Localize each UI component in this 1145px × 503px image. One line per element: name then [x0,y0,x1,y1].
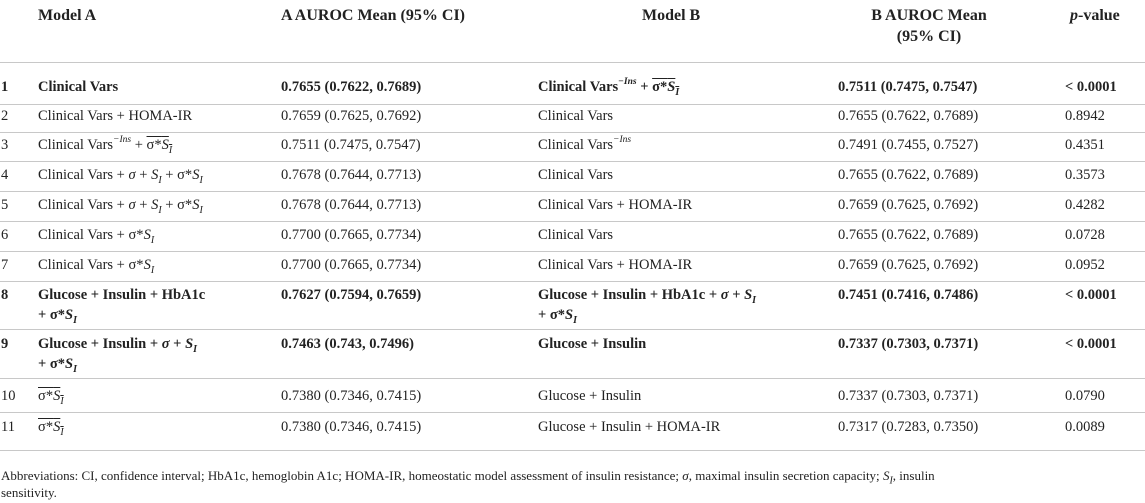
p-value-cell: 0.0728 [1065,227,1105,243]
a-auroc-cell: 0.7627 (0.7594, 0.7659) [281,287,422,303]
model-a-cell: Clinical Vars + $\sigma*S_I$ [38,257,155,276]
model-b-cell: Clinical Vars + HOMA-IR [538,257,693,273]
model-a-cell: $\sigma*S_I$ [38,388,64,407]
row-number: 11 [1,419,15,435]
row-rule [0,378,1145,379]
model-b-cell: Clinical Vars + HOMA-IR [538,197,693,213]
model-a-cell: Clinical Vars + HOMA-IR [38,108,193,124]
row-rule [0,412,1145,413]
b-auroc-cell: 0.7655 (0.7622, 0.7689) [838,167,979,183]
a-auroc-cell: 0.7511 (0.7475, 0.7547) [281,137,421,153]
model-a-cell: Clinical Vars + $\sigma*S_I$ [38,227,155,246]
header-model-b: Model B [642,7,701,24]
model-b-cell: Clinical Vars [538,227,614,243]
b-auroc-cell: 0.7511 (0.7475, 0.7547) [838,79,978,95]
model-b-cell: Glucose + Insulin [538,336,647,352]
header-a-auroc: A AUROC Mean (95% CI) [281,7,465,24]
header-b-auroc-line1: B AUROC Mean [871,7,987,24]
row-number: 6 [1,227,9,243]
model-b-cell: Glucose + Insulin [538,388,642,404]
b-auroc-cell: 0.7451 (0.7416, 0.7486) [838,287,979,303]
row-number: 5 [1,197,9,213]
model-a-cell: Clinical Vars$^{-Ins}$ + $\sigma*S_I$ [38,135,173,156]
row-rule [0,104,1145,105]
footnote: Abbreviations: CI, confidence interval; HbA1c, hemoglobin A1c; HOMA-IR, homeostatic model assessment of insulin resistance; σ, maximal insulin secretion capacity; $S_I$, insulin sensitivity. [1,468,935,500]
a-auroc-cell: 0.7700 (0.7665, 0.7734) [281,257,422,273]
header-model-a: Model A [38,7,97,24]
table-bottom-rule [0,450,1145,451]
p-value-cell: 0.4351 [1065,137,1105,153]
row-rule [0,132,1145,133]
a-auroc-cell: 0.7659 (0.7625, 0.7692) [281,108,422,124]
b-auroc-cell: 0.7659 (0.7625, 0.7692) [838,197,979,213]
model-b-cell: Glucose + Insulin + $HbA1c + \sigma + S_I$ [538,287,757,306]
model-a-cell-cont: + $\sigma*S_I$ [38,307,78,326]
model-a-cell: Glucose + Insulin + $\sigma + S_I$ [38,336,198,355]
p-value-cell: < 0.0001 [1065,287,1117,303]
model-a-cell: Glucose + Insulin + HbA1c [38,287,206,303]
p-value-cell: 0.8942 [1065,108,1105,124]
row-number: 2 [1,108,9,124]
row-number: 7 [1,257,9,273]
row-number: 4 [1,167,9,183]
row-number: 8 [1,287,9,303]
row-rule [0,329,1145,330]
model-b-cell: Clinical Vars [538,108,614,124]
row-number: 9 [1,336,9,352]
row-rule [0,251,1145,252]
b-auroc-cell: 0.7655 (0.7622, 0.7689) [838,108,979,124]
p-value-cell: < 0.0001 [1065,79,1117,95]
b-auroc-cell: 0.7317 (0.7283, 0.7350) [838,419,979,435]
a-auroc-cell: 0.7678 (0.7644, 0.7713) [281,167,422,183]
p-value-cell: 0.0790 [1065,388,1105,404]
header-rule [0,62,1145,63]
p-value-cell: 0.0089 [1065,419,1105,435]
b-auroc-cell: 0.7659 (0.7625, 0.7692) [838,257,979,273]
model-a-cell-cont: + $\sigma*S_I$ [38,356,78,375]
row-rule [0,161,1145,162]
header-p-value [1070,5,1120,26]
row-number: 1 [1,79,9,95]
model-b-cell: Glucose + Insulin + HOMA-IR [538,419,721,435]
model-b-cell-cont: + $\sigma*S_I$ [538,307,578,326]
p-letter: p [1070,7,1078,24]
model-a-cell: Clinical Vars + $\sigma + S_I + \sigma*S_I$ [38,197,203,216]
model-a-cell: Clinical Vars + $\sigma + S_I + \sigma*S_I$ [38,167,203,186]
b-auroc-cell: 0.7491 (0.7455, 0.7527) [838,137,979,153]
header-b-auroc [855,5,1003,47]
a-auroc-cell: 0.7700 (0.7665, 0.7734) [281,227,422,243]
model-a-cell: $\sigma*S_I$ [38,419,64,438]
p-value-cell: 0.3573 [1065,167,1105,183]
row-rule [0,221,1145,222]
row-rule [0,191,1145,192]
a-auroc-cell: 0.7380 (0.7346, 0.7415) [281,388,422,404]
a-auroc-cell: 0.7463 (0.743, 0.7496) [281,336,414,352]
p-value-cell: < 0.0001 [1065,336,1117,352]
a-auroc-cell: 0.7655 (0.7622, 0.7689) [281,79,422,95]
model-a-cell: Clinical Vars [38,79,119,95]
row-number: 3 [1,137,9,153]
p-value-cell: 0.4282 [1065,197,1105,213]
p-value-cell: 0.0952 [1065,257,1105,273]
model-b-cell: Clinical Vars [538,167,614,183]
a-auroc-cell: 0.7678 (0.7644, 0.7713) [281,197,422,213]
row-number: 10 [1,388,16,404]
b-auroc-cell: 0.7337 (0.7303, 0.7371) [838,388,979,404]
row-rule [0,281,1145,282]
b-auroc-cell: 0.7655 (0.7622, 0.7689) [838,227,979,243]
b-auroc-cell: 0.7337 (0.7303, 0.7371) [838,336,979,352]
a-auroc-cell: 0.7380 (0.7346, 0.7415) [281,419,422,435]
model-b-cell: Clinical Vars$^{-Ins}$ + $\sigma*S_I$ [538,77,680,98]
header-b-auroc-line2: (95% CI) [896,28,962,45]
model-b-cell: Clinical Vars$^{-Ins}$ [538,135,632,153]
p-value-suffix: -value [1078,7,1120,24]
